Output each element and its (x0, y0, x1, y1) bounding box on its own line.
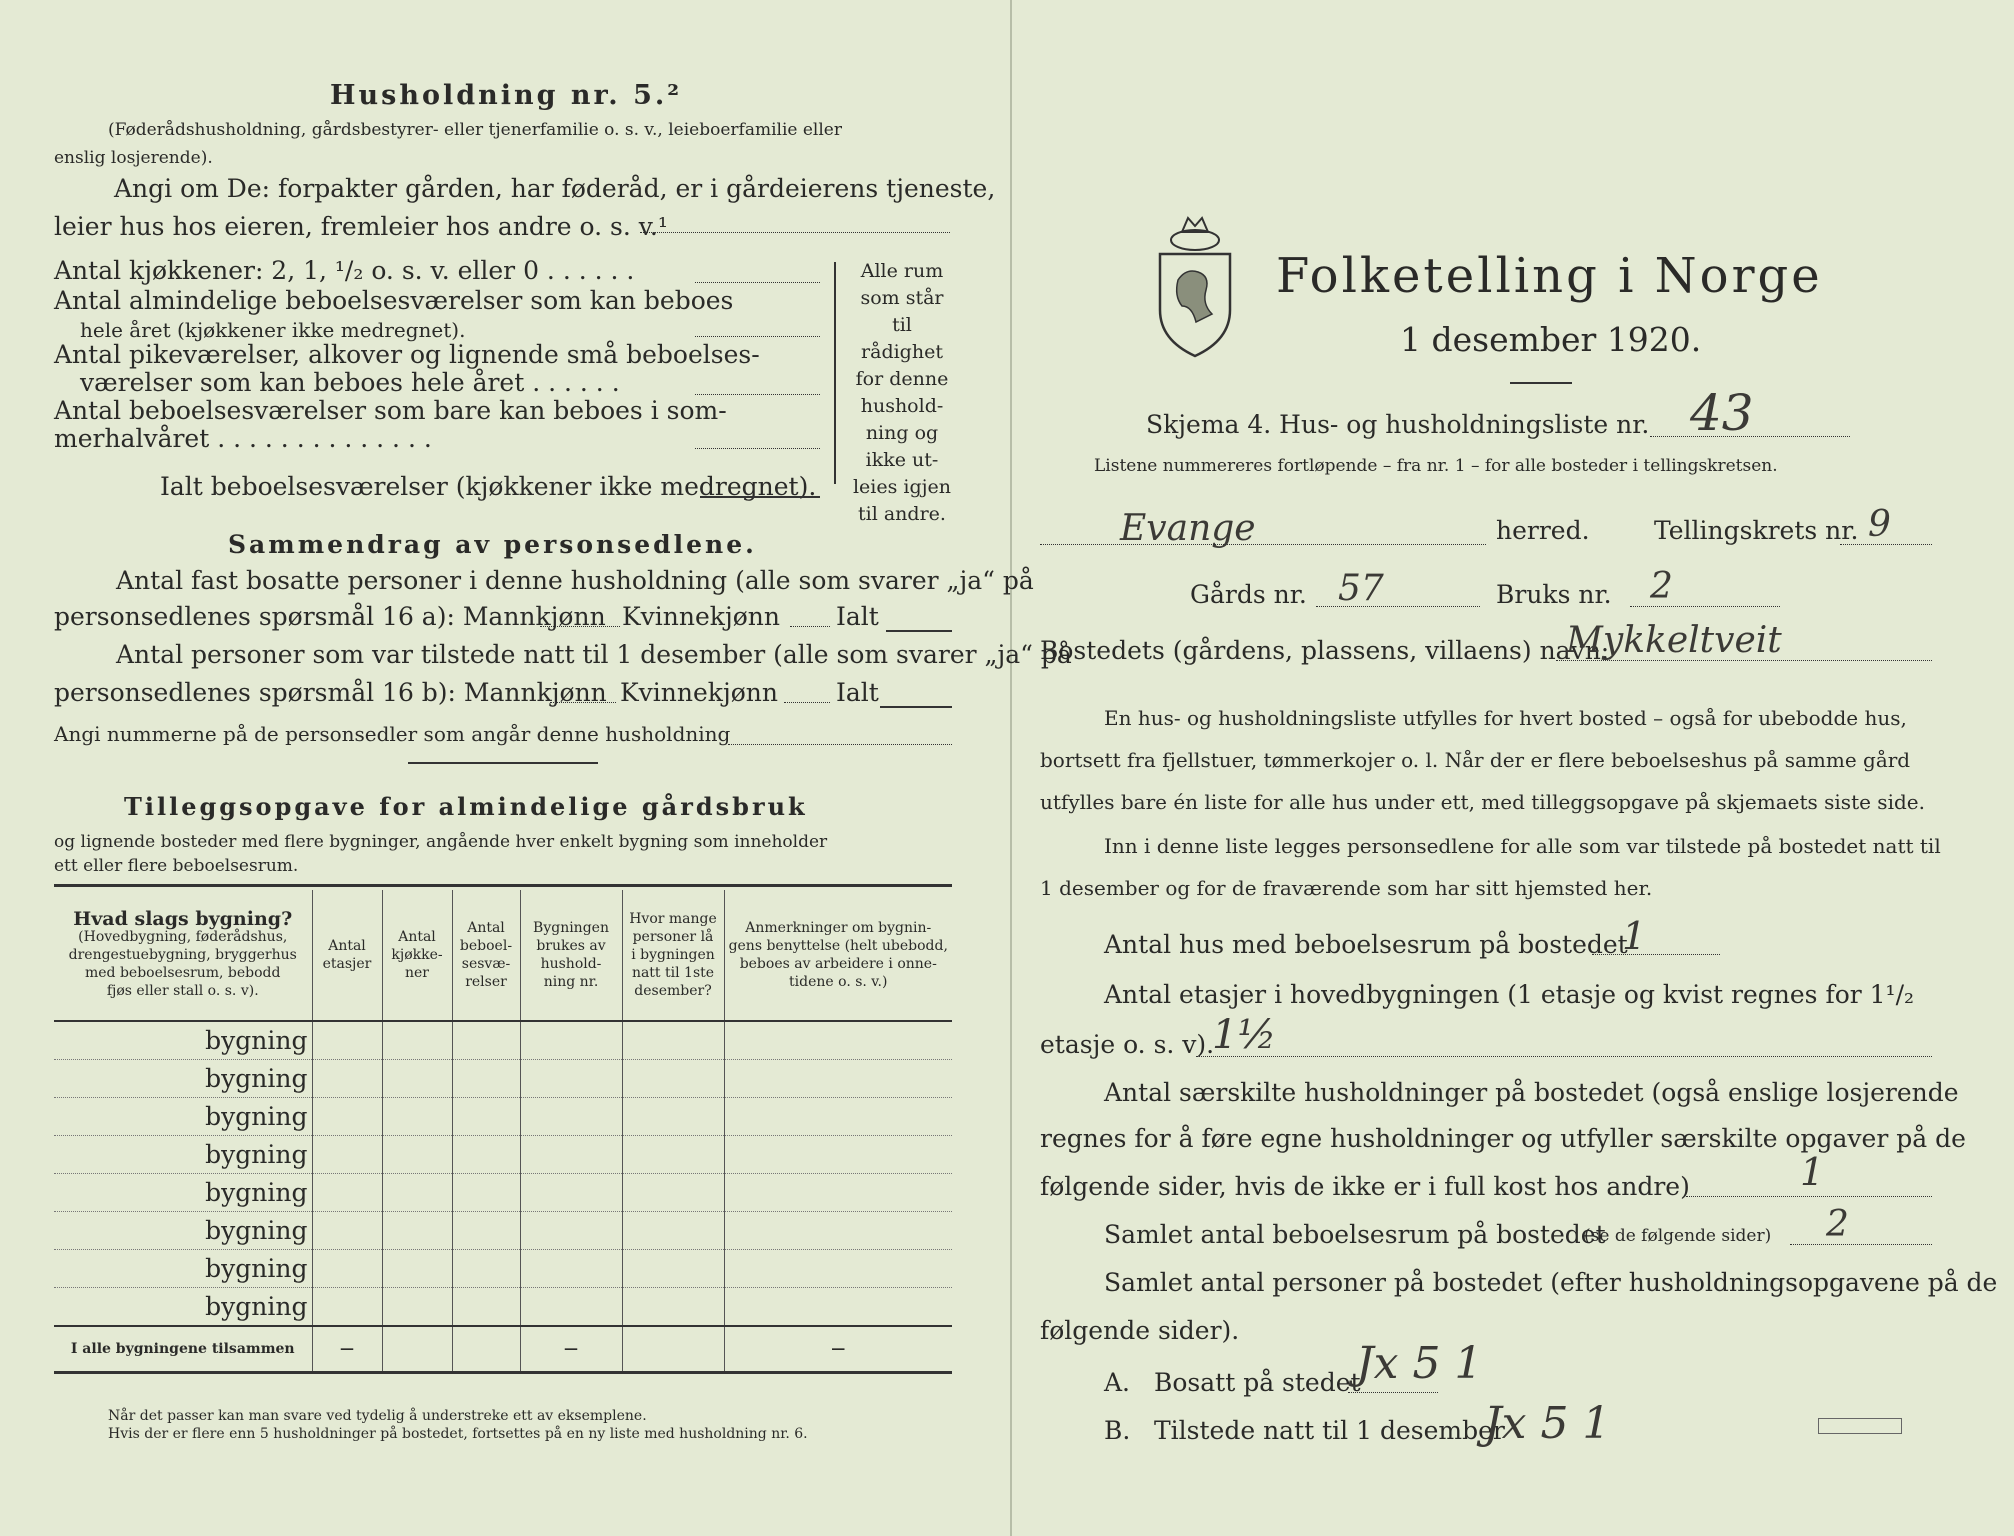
col-header-text: relser (465, 974, 507, 990)
table-row (54, 1288, 952, 1327)
tillegg-text-1: og lignende bosteder med flere bygninger, angående hver enkelt bygning som inneholder (54, 832, 828, 852)
sum-dash: — (520, 1326, 622, 1373)
table-row (54, 1060, 952, 1098)
etasjer-line-2: etasje o. s. v). (1040, 1030, 1215, 1059)
rooms-kitchens: Antal kjøkkener: 2, 1, ¹/₂ o. s. v. eller 0 . . . . . . (54, 256, 635, 285)
col-header-type (54, 890, 312, 1021)
table-row (54, 1250, 952, 1288)
angi-line-1: Angi om De: forpakter gården, har føderåd, er i gårdeierens tjeneste, (114, 174, 996, 203)
table-row (54, 1174, 952, 1212)
rooms-summer: Antal beboelsesværelser som bare kan beboes i som- (54, 396, 727, 425)
row-label: bygning (54, 1098, 312, 1136)
col-header-text: i bygningen (631, 947, 715, 963)
sammendrag-line-2: personsedlenes spørsmål 16 a): Mannkjønn (54, 602, 606, 631)
table-row (54, 1136, 952, 1174)
col-header-text: Hvor mange (629, 911, 717, 927)
col-header-text: natt til 1ste (631, 965, 715, 981)
ialt-label: Ialt (836, 602, 879, 631)
col-header-text: desember? (634, 983, 712, 999)
col-header-personer (622, 890, 724, 1021)
gards-label: Gårds nr. (1190, 580, 1307, 609)
row-label: bygning (54, 1021, 312, 1060)
table-row (54, 1098, 952, 1136)
ialt-rooms: Ialt beboelsesværelser (kjøkkener ikke medregnet). (160, 472, 817, 501)
col-header-text: beboes av arbeidere i onne- (739, 956, 937, 972)
brace-note-line: ikke ut- (865, 449, 939, 471)
antal-hus-label: Antal hus med beboelsesrum på bostedet (1104, 930, 1628, 959)
form-date: 1 desember 1920. (1400, 320, 1702, 359)
row-label: bygning (54, 1288, 312, 1327)
sum-dash: — (312, 1326, 382, 1373)
tilstede-letter: B. (1104, 1416, 1131, 1445)
col-header-text: ner (405, 965, 429, 981)
samlet-rum-label: Samlet antal beboelsesrum på bostedet (1104, 1220, 1606, 1249)
rooms-summer-2: merhalvåret . . . . . . . . . . . . . . (54, 424, 432, 453)
coat-of-arms-icon (1152, 210, 1238, 360)
brace-note-line: for denne (855, 368, 949, 390)
samlet-rum-note: (se de følgende sider) (1584, 1226, 1772, 1246)
tellingskrets-number: 9 (1868, 504, 1891, 545)
instruction-5: 1 desember og for de fraværende som har sitt hjemsted her. (1040, 876, 1653, 900)
bruks-label: Bruks nr. (1496, 580, 1612, 609)
tilstede-value: Jx 5 1 (1484, 1398, 1611, 1449)
brace-note-line: som står til (860, 287, 944, 336)
col-header-text: fjøs eller stall o. s. v). (106, 983, 259, 999)
col-header-text: sesvæ- (461, 956, 511, 972)
ialt-label-2: Ialt (836, 678, 879, 707)
footnote-1: Når det passer kan man svare ved tydelig å understreke ett av eksemplene. (108, 1408, 647, 1424)
instruction-3: utfylles bare én liste for alle hus under ett, med tilleggsopgave på skjemaets siste side. (1040, 790, 1925, 814)
col-header-text: tidene o. s. v.) (789, 974, 888, 990)
gards-number: 57 (1338, 568, 1384, 609)
col-header-text: drengestuebygning, bryggerhus (68, 947, 297, 963)
row-label: bygning (54, 1174, 312, 1212)
skjema-number: 43 (1690, 384, 1754, 442)
tillegg-text-2: ett eller flere beboelsesrum. (54, 856, 299, 876)
kvinnekjonn-label-2: Kvinnekjønn (620, 678, 778, 707)
col-header-text: ning nr. (543, 974, 599, 990)
herred-label: herred. (1496, 516, 1590, 545)
nummerne-line: Angi nummerne på de personsedler som angår denne husholdning (54, 722, 731, 746)
husholdninger-value: 1 (1800, 1150, 1825, 1194)
rooms-ordinary: Antal almindelige beboelsesværelser som kan beboes (54, 286, 734, 315)
col-header-etasjer (312, 890, 382, 1021)
col-header-text: Antal (398, 929, 436, 945)
instruction-4: Inn i denne liste legges personsedlene for alle som var tilstede på bostedet natt til (1104, 834, 1941, 858)
col-header-text: kjøkke- (391, 947, 443, 963)
intro-line-2: enslig losjerende). (54, 148, 213, 168)
brace-note-line: ning og (865, 422, 939, 444)
col-header-text: gens benyttelse (helt ubebodd, (728, 938, 948, 954)
col-header-text: Antal (467, 920, 505, 936)
bruks-number: 2 (1650, 566, 1673, 607)
sammendrag-line-4: personsedlenes spørsmål 16 b): Mannkjønn (54, 678, 607, 707)
col-header-kjokkener (382, 890, 452, 1021)
rooms-small: Antal pikeværelser, alkover og lignende små beboelses- (54, 340, 760, 369)
brace-note-line: Alle rum (860, 260, 944, 282)
husholdninger-line-1: Antal særskilte husholdninger på bostedet (også enslige losjerende (1104, 1078, 1959, 1107)
col-header-text: Antal (328, 938, 366, 954)
instruction-1: En hus- og husholdningsliste utfylles for hvert bosted – også for ubebodde hus, (1104, 706, 1907, 730)
brace-note-line: leies igjen (852, 476, 952, 498)
sum-label: I alle bygningene tilsammen (54, 1326, 312, 1373)
samlet-rum-value: 2 (1826, 1204, 1849, 1245)
row-label: bygning (54, 1250, 312, 1288)
listene-note: Listene nummereres fortløpende – fra nr. 1 – for alle bosteder i tellingskretsen. (1094, 456, 1778, 476)
col-header-text: etasjer (322, 956, 372, 972)
household-title: Husholdning nr. 5.² (330, 80, 683, 111)
col-header-text: Bygningen (533, 920, 609, 936)
bostedets-name: Mykkeltveit (1566, 620, 1782, 661)
col-header-husholdning (520, 890, 622, 1021)
col-header-beboelsesvaerelser (452, 890, 520, 1021)
bosatt-letter: A. (1104, 1368, 1131, 1397)
footnote-2: Hvis der er flere enn 5 husholdninger på bostedet, fortsettes på en ny liste med husholdning nr. 6. (108, 1426, 808, 1442)
col-header-text: brukes av (536, 938, 606, 954)
rooms-ordinary-2: hele året (kjøkkener ikke medregnet). (80, 318, 466, 342)
tillegg-title: Tilleggsopgave for almindelige gårdsbruk (124, 792, 808, 821)
angi-line-2: leier hus hos eieren, fremleier hos andre o. s. v.¹ (54, 212, 668, 241)
row-label: bygning (54, 1060, 312, 1098)
brace-note (852, 258, 952, 528)
col-header-anmerkninger (724, 890, 952, 1021)
etasjer-value: 1½ (1212, 1012, 1277, 1058)
sum-dash: — (724, 1326, 952, 1373)
row-label: bygning (54, 1136, 312, 1174)
col-header-text: beboel- (459, 938, 513, 954)
table-row (54, 1212, 952, 1250)
etasjer-line-1: Antal etasjer i hovedbygningen (1 etasje og kvist regnes for 1¹/₂ (1104, 980, 1915, 1009)
col-header-text: Anmerkninger om bygnin- (745, 920, 932, 936)
col-header-text: hushold- (540, 956, 602, 972)
bosatt-value: Jx 5 1 (1356, 1338, 1483, 1389)
sammendrag-title: Sammendrag av personsedlene. (228, 530, 757, 559)
building-table (54, 890, 952, 1374)
sammendrag-line-1: Antal fast bosatte personer i denne husholdning (alle som svarer „ja“ på (116, 566, 1034, 595)
bostedets-label: Bostedets (gårdens, plassens, villaens) navn: (1040, 636, 1610, 665)
sum-row (54, 1326, 952, 1373)
bosatt-label: Bosatt på stedet (1154, 1368, 1361, 1397)
table-row (54, 1021, 952, 1060)
col-header-text: Hvad slags bygning? (73, 908, 293, 930)
husholdninger-line-2: regnes for å føre egne husholdninger og utfyller særskilte opgaver på de (1040, 1124, 1966, 1153)
kvinnekjonn-label: Kvinnekjønn (622, 602, 780, 631)
brace-note-line: hushold- (860, 395, 944, 417)
antal-hus-value: 1 (1622, 914, 1647, 958)
rooms-small-2: værelser som kan beboes hele året . . . . . . (80, 368, 620, 397)
sammendrag-line-3: Antal personer som var tilstede natt til 1 desember (alle som svarer „ja“ på (116, 640, 1072, 669)
col-header-text: personer lå (632, 929, 714, 945)
col-header-text: (Hovedbygning, føderådshus, (78, 929, 288, 945)
samlet-personer-line-2: følgende sider). (1040, 1316, 1240, 1345)
instruction-2: bortsett fra fjellstuer, tømmerkojer o. l. Når der er flere beboelseshus på samme gård (1040, 748, 1911, 772)
col-header-text: med beboelsesrum, bebodd (85, 965, 281, 981)
samlet-personer-line-1: Samlet antal personer på bostedet (efter husholdningsopgavene på de (1104, 1268, 1998, 1297)
brace-note-line: rådighet (861, 341, 943, 363)
printer-stamp (1818, 1418, 1902, 1434)
tilstede-label: Tilstede natt til 1 desember (1154, 1416, 1505, 1445)
husholdninger-line-3: følgende sider, hvis de ikke er i full kost hos andre) (1040, 1172, 1690, 1201)
skjema-line: Skjema 4. Hus- og husholdningsliste nr. (1146, 410, 1650, 439)
row-label: bygning (54, 1212, 312, 1250)
form-title: Folketelling i Norge (1276, 248, 1823, 304)
tellingskrets-label: Tellingskrets nr. (1654, 516, 1859, 545)
brace-note-line: til andre. (858, 503, 946, 525)
intro-line-1: (Føderådshusholdning, gårdsbestyrer- eller tjenerfamilie o. s. v., leieboerfamilie eller (108, 120, 842, 140)
herred-name: Evange (1120, 508, 1256, 549)
